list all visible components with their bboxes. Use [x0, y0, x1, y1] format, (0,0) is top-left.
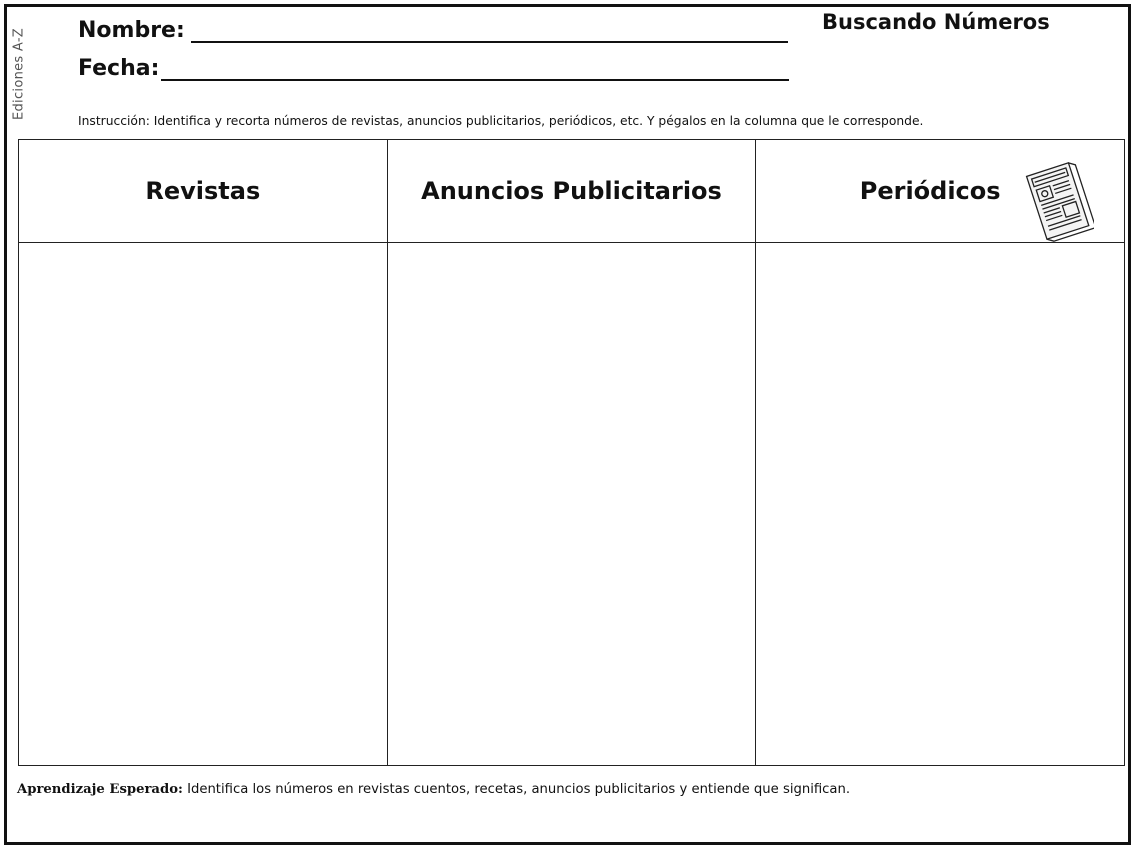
date-line[interactable] [161, 57, 789, 81]
column-label-anuncios: Anuncios Publicitarios [421, 177, 722, 205]
worksheet-title: Buscando Números [822, 10, 1050, 34]
sorting-table [18, 139, 1125, 766]
newspaper-icon [1022, 162, 1094, 242]
name-label: Nombre: [78, 18, 185, 43]
date-field [78, 56, 789, 81]
expected-learning [17, 782, 850, 797]
name-field [78, 18, 788, 43]
column-label-periodicos: Periódicos [859, 177, 1001, 205]
expected-learning-label: Aprendizaje Esperado: [17, 782, 183, 797]
column-body-periodicos[interactable] [756, 243, 1125, 766]
column-label-revistas: Revistas [145, 177, 261, 205]
name-line[interactable] [191, 19, 788, 43]
body-row [19, 243, 1125, 766]
date-label: Fecha: [78, 56, 160, 81]
side-publisher-label [8, 16, 30, 131]
column-body-revistas[interactable] [19, 243, 388, 766]
column-header-anuncios [387, 140, 756, 243]
instruction-text: Instrucción: Identifica y recorta números de revistas, anuncios publicitarios, periódicos, etc. Y pégalos en la columna que le corresponde. [78, 114, 924, 128]
header-row [19, 140, 1125, 243]
column-header-revistas [19, 140, 388, 243]
column-body-anuncios[interactable] [387, 243, 756, 766]
expected-learning-text: Identifica los números en revistas cuentos, recetas, anuncios publicitarios y entiende que significan. [182, 782, 851, 797]
side-publisher-text: Ediciones A-Z [11, 27, 27, 120]
column-header-periodicos [756, 140, 1125, 243]
